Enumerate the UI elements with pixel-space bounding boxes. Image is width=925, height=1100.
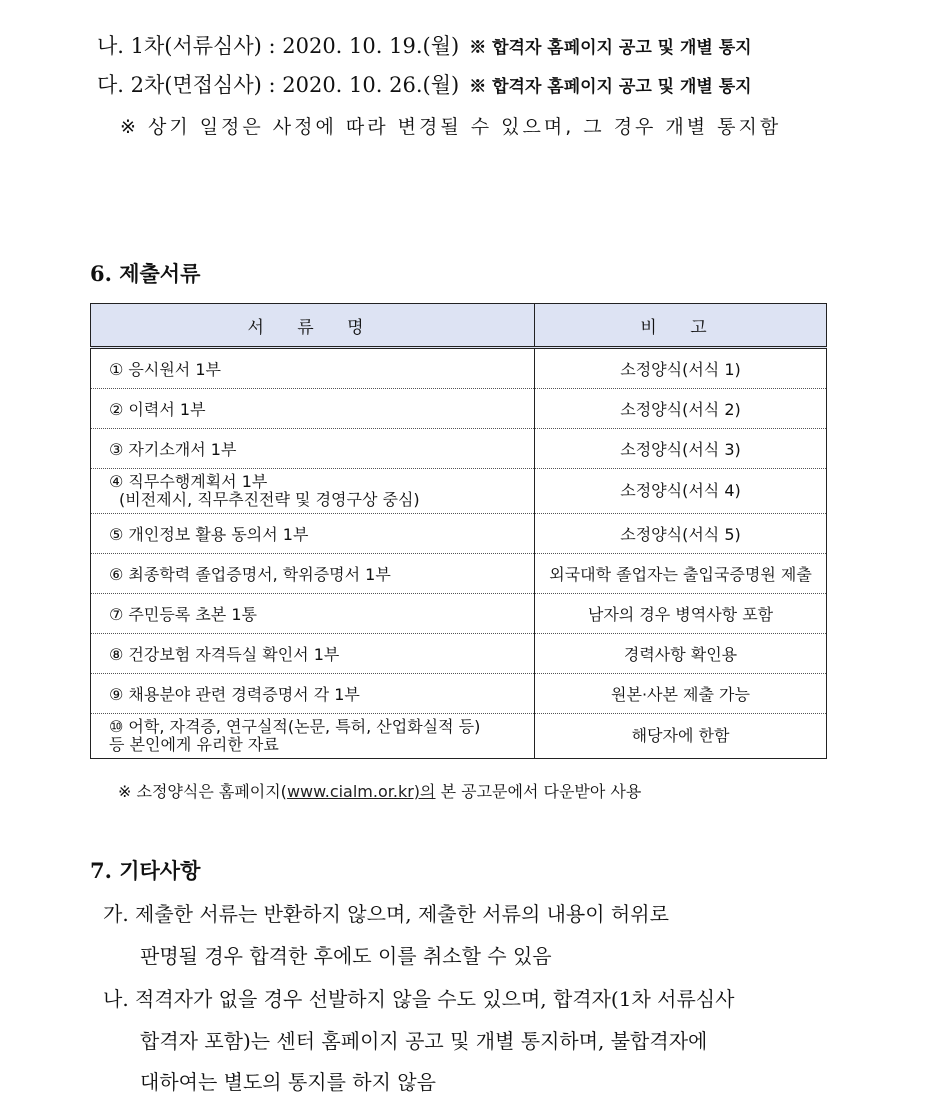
schedule-item-1-note: ※ 합격자 홈페이지 공고 및 개별 통지	[469, 38, 752, 58]
footnote-prefix: ※ 소정양식은 홈페이지(	[118, 782, 287, 801]
table-row	[91, 429, 827, 469]
other-item-2-line-1: 나. 적격자가 없을 경우 선발하지 않을 수도 있으며, 합격자(1차 서류심사	[103, 987, 735, 1011]
remark-cell: 남자의 경우 병역사항 포함	[535, 594, 827, 634]
doc-cell: ③ 자기소개서 1부	[91, 429, 535, 469]
table-row	[91, 469, 827, 514]
footnote-suffix: 본 공고문에서 다운받아 사용	[435, 782, 642, 801]
table-row	[91, 389, 827, 429]
remark-cell: 외국대학 졸업자는 출입국증명원 제출	[535, 554, 827, 594]
other-item-1-line-1: 가. 제출한 서류는 반환하지 않으며, 제출한 서류의 내용이 허위로	[103, 902, 669, 926]
schedule-item-2	[97, 69, 752, 99]
schedule-item-2-note: ※ 합격자 홈페이지 공고 및 개별 통지	[469, 77, 752, 97]
table-row	[91, 634, 827, 674]
doc-cell-line-2: 등 본인에게 유리한 자료	[109, 735, 279, 754]
remark-cell: 소정양식(서식 1)	[535, 348, 827, 389]
doc-cell: ⑨ 채용분야 관련 경력증명서 각 1부	[91, 674, 535, 714]
remark-cell: 경력사항 확인용	[535, 634, 827, 674]
table-row	[91, 714, 827, 759]
doc-cell: ⑤ 개인정보 활용 동의서 1부	[91, 514, 535, 554]
remark-cell: 소정양식(서식 2)	[535, 389, 827, 429]
doc-cell	[91, 469, 535, 514]
table-row	[91, 348, 827, 389]
remark-cell: 해당자에 한함	[535, 714, 827, 759]
table-row	[91, 594, 827, 634]
table-header-row	[91, 304, 827, 348]
section-7-title: 7. 기타사항	[90, 858, 201, 883]
schedule-item-1-label: 나. 1차(서류심사) : 2020. 10. 19.(월)	[97, 34, 460, 58]
doc-cell-line-1: ⑩ 어학, 자격증, 연구실적(논문, 특허, 산업화실적 등)	[109, 717, 481, 736]
doc-cell: ① 응시원서 1부	[91, 348, 535, 389]
remark-cell: 소정양식(서식 4)	[535, 469, 827, 514]
documents-table	[90, 303, 827, 759]
doc-cell-line-2: (비전제시, 직무추진전략 및 경영구상 중심)	[119, 490, 420, 509]
doc-cell-line-1: ④ 직무수행계획서 1부	[109, 472, 268, 491]
remark-cell: 소정양식(서식 5)	[535, 514, 827, 554]
homepage-link[interactable]: www.cialm.or.kr)의	[286, 782, 436, 801]
header-remark: 비 고	[535, 304, 827, 348]
schedule-item-2-label: 다. 2차(면접심사) : 2020. 10. 26.(월)	[97, 73, 460, 97]
other-item-1-line-2: 판명될 경우 합격한 후에도 이를 취소할 수 있음	[140, 944, 552, 968]
doc-cell: ② 이력서 1부	[91, 389, 535, 429]
table-row	[91, 514, 827, 554]
doc-cell: ⑥ 최종학력 졸업증명서, 학위증명서 1부	[91, 554, 535, 594]
remark-cell: 소정양식(서식 3)	[535, 429, 827, 469]
header-doc-name: 서 류 명	[91, 304, 535, 348]
table-row	[91, 674, 827, 714]
form-footnote	[118, 779, 641, 802]
other-item-2-line-2: 합격자 포함)는 센터 홈페이지 공고 및 개별 통지하며, 불합격자에	[140, 1029, 708, 1053]
section-6-title: 6. 제출서류	[90, 261, 201, 286]
schedule-note: ※ 상기 일정은 사정에 따라 변경될 수 있으며, 그 경우 개별 통지함	[120, 116, 782, 138]
doc-cell: ⑧ 건강보험 자격득실 확인서 1부	[91, 634, 535, 674]
doc-cell	[91, 714, 535, 759]
doc-cell: ⑦ 주민등록 초본 1통	[91, 594, 535, 634]
table-row	[91, 554, 827, 594]
remark-cell: 원본·사본 제출 가능	[535, 674, 827, 714]
other-item-2-line-3: 대하여는 별도의 통지를 하지 않음	[140, 1070, 436, 1094]
schedule-item-1	[97, 30, 752, 60]
